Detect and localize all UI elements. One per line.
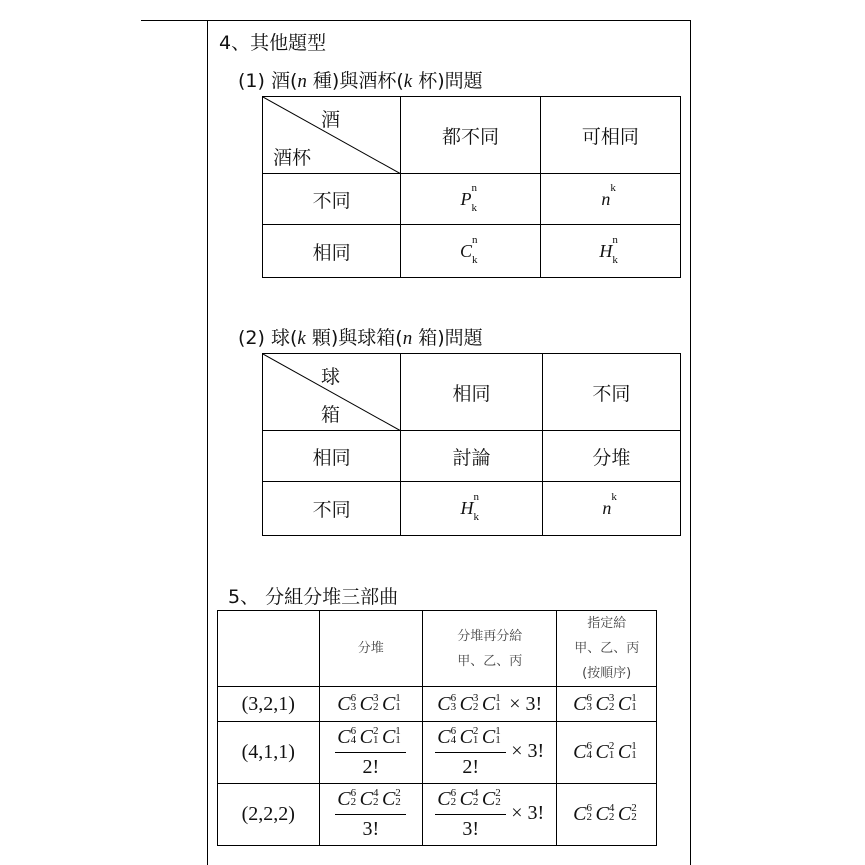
t3-cell-ordered <box>557 784 657 846</box>
grouping-table <box>217 610 657 846</box>
fraction-denominator: 3! <box>362 818 380 840</box>
part2-mid2: 箱)問題 <box>412 327 483 349</box>
combination-term: C 2 2 <box>481 787 501 810</box>
t1-r2c2-base: H <box>599 240 613 261</box>
t1-r2c1-sup: n <box>472 233 478 246</box>
combination-term: C 3 2 <box>359 691 379 715</box>
part2-heading <box>238 323 483 350</box>
fraction <box>335 787 406 842</box>
times-factorial: × 3! <box>504 692 543 715</box>
grouping-expression <box>337 693 404 715</box>
grouping-expression <box>437 693 542 715</box>
fraction-numerator <box>335 787 406 815</box>
combination-term: C 6 3 <box>337 691 357 715</box>
times-factorial: × 3! <box>506 740 545 763</box>
combination-term: C 4 2 <box>459 787 479 810</box>
combination-product <box>573 693 640 715</box>
t1-r1c2-base: n <box>601 188 611 209</box>
top-rule <box>141 20 691 21</box>
t2-header-bottom: 箱 <box>321 404 341 426</box>
combination-term: C 1 1 <box>617 740 637 763</box>
t3-header-3-line3: (按順序) <box>582 666 632 681</box>
t3-row-label: (4,1,1) <box>218 722 320 784</box>
combination-term: C 1 1 <box>481 725 501 748</box>
combination-term: C 3 2 <box>459 691 479 715</box>
t3-header-3 <box>557 611 657 687</box>
t1-r2c1-base: C <box>459 240 472 261</box>
t1-r2c2-sub: k <box>612 253 618 266</box>
t1-r1c1-base: P <box>460 188 472 209</box>
t1-header-top: 酒 <box>321 109 341 131</box>
combination-product <box>337 726 404 748</box>
t1-diagonal-header <box>263 97 401 174</box>
part1-var-n: n <box>297 71 307 92</box>
combination-term: C 6 4 <box>437 725 457 748</box>
combination-term: C 2 1 <box>459 725 479 748</box>
part1-prefix: (1) 酒( <box>238 70 298 92</box>
t2-r2c2-base: n <box>602 498 612 518</box>
t1-row1-label: 不同 <box>263 174 401 225</box>
grouping-expression <box>335 787 406 840</box>
times-factorial: × 3! <box>506 802 545 825</box>
combination-term: C 6 2 <box>573 802 593 825</box>
part2-var-k: k <box>297 328 306 349</box>
combination-term: C 6 4 <box>337 725 357 748</box>
combination-term: C 2 1 <box>595 740 615 763</box>
combination-term: C 6 3 <box>573 691 593 715</box>
t3-row-1 <box>218 722 657 784</box>
t2-diagonal-header <box>263 354 401 431</box>
combination-term: C 6 4 <box>573 740 593 763</box>
t3-header-1: 分堆 <box>319 611 423 687</box>
fraction-numerator <box>435 725 506 753</box>
fraction-denominator: 3! <box>462 818 480 840</box>
part2-mid1: 顆)與球箱( <box>305 327 403 349</box>
left-margin-rule <box>207 20 208 865</box>
t1-r1c2-sup: k <box>610 181 616 194</box>
t3-cell-divide <box>319 687 423 722</box>
combination-term: C 1 1 <box>381 691 401 715</box>
ball-box-table <box>262 353 681 536</box>
t3-cell-assign <box>423 722 557 784</box>
t3-row-2 <box>218 784 657 846</box>
combination-product <box>337 693 404 715</box>
combination-term: C 3 2 <box>595 691 615 715</box>
t1-col1-header: 都不同 <box>401 97 540 174</box>
t1-row1-cell1 <box>401 174 540 225</box>
t2-row2-cell1 <box>401 482 542 536</box>
t2-col2-header: 不同 <box>542 354 680 431</box>
t2-r2c1-base: H <box>460 498 474 518</box>
section-4-title: 4、其他題型 <box>219 32 327 54</box>
combination-term: C 6 3 <box>437 691 457 715</box>
combination-term: C 6 2 <box>337 787 357 810</box>
t1-row2-label: 相同 <box>263 225 401 278</box>
t2-r2c1-sup: n <box>473 491 479 503</box>
t3-cell-ordered <box>557 687 657 722</box>
combination-product <box>437 788 504 810</box>
t3-header-3-line2: 甲、乙、丙 <box>574 641 640 656</box>
t3-cell-assign <box>423 784 557 846</box>
t3-corner <box>218 611 320 687</box>
t3-row-0 <box>218 687 657 722</box>
combination-product <box>437 726 504 748</box>
combination-term: C 2 2 <box>381 787 401 810</box>
t3-header-3-line1: 指定給 <box>587 616 627 631</box>
t2-r2c1-sub: k <box>473 511 479 523</box>
combination-term: C 1 1 <box>481 691 501 715</box>
fraction-numerator <box>335 725 406 753</box>
combination-term: C 4 2 <box>359 787 379 810</box>
combination-product <box>437 693 504 715</box>
fraction <box>335 725 406 780</box>
grouping-expression <box>435 725 545 778</box>
t1-r1c1-sup: n <box>471 181 477 194</box>
t2-r2c2-sup: k <box>611 491 617 503</box>
t2-header-top: 球 <box>321 366 341 388</box>
t1-header-bottom: 酒杯 <box>273 147 312 169</box>
right-margin-rule <box>690 20 691 865</box>
part1-mid1: 種)與酒杯( <box>306 70 404 92</box>
part2-prefix: (2) 球( <box>238 327 298 349</box>
grouping-expression <box>335 725 406 778</box>
combination-term: C 4 2 <box>595 802 615 825</box>
combination-product <box>337 788 404 810</box>
t3-header-2-line2: 甲、乙、丙 <box>457 653 523 669</box>
t3-cell-divide <box>319 722 423 784</box>
fraction-denominator: 2! <box>362 756 380 778</box>
t1-r2c1-sub: k <box>472 253 478 266</box>
t1-row2-cell2 <box>540 225 680 278</box>
t2-row2-label: 不同 <box>263 482 401 536</box>
combination-product <box>573 741 640 763</box>
part1-mid2: 杯)問題 <box>412 70 483 92</box>
combination-term: C 2 2 <box>617 802 637 825</box>
t2-row2-cell2 <box>542 482 680 536</box>
t2-row1-label: 相同 <box>263 431 401 482</box>
fraction-numerator <box>435 787 506 815</box>
t2-col1-header: 相同 <box>401 354 542 431</box>
section-5-title: 5、 分組分堆三部曲 <box>228 586 399 608</box>
t3-cell-assign <box>423 687 557 722</box>
combination-product <box>573 803 640 825</box>
part1-heading <box>238 66 483 93</box>
part2-var-n: n <box>402 328 413 349</box>
t1-r2c2-sup: n <box>612 233 618 246</box>
t3-cell-ordered <box>557 722 657 784</box>
t3-header-2 <box>423 611 557 687</box>
t1-row2-cell1 <box>401 225 540 278</box>
t3-header-2-line1: 分堆再分給 <box>457 628 523 644</box>
combination-term: C 1 1 <box>617 691 637 715</box>
combination-term: C 1 1 <box>381 725 401 748</box>
fraction <box>435 725 506 780</box>
combination-term: C 6 2 <box>437 787 457 810</box>
combination-term: C 2 1 <box>359 725 379 748</box>
t2-row1-cell1: 討論 <box>401 431 542 482</box>
fraction-denominator: 2! <box>462 756 480 778</box>
wine-glass-table <box>262 96 681 278</box>
t2-row1-cell2: 分堆 <box>542 431 680 482</box>
grouping-expression <box>435 787 545 840</box>
t3-row-label: (3,2,1) <box>218 687 320 722</box>
fraction <box>435 787 506 842</box>
t1-r1c1-sub: k <box>471 201 477 214</box>
t3-cell-divide <box>319 784 423 846</box>
t1-col2-header: 可相同 <box>540 97 680 174</box>
part1-var-k: k <box>403 71 413 92</box>
t1-row1-cell2 <box>540 174 680 225</box>
t3-row-label: (2,2,2) <box>218 784 320 846</box>
